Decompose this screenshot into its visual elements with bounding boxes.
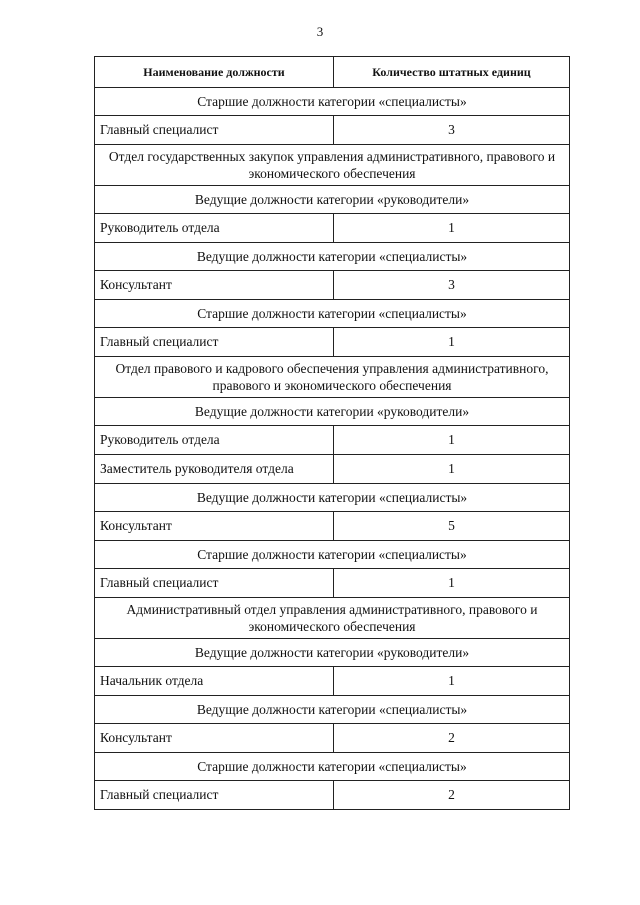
staff-count-cell: 1 bbox=[334, 569, 570, 598]
table-row bbox=[95, 243, 570, 271]
table-row bbox=[95, 116, 570, 145]
staff-table-body bbox=[95, 88, 570, 810]
position-name-cell: Консультант bbox=[95, 271, 334, 300]
table-row bbox=[95, 145, 570, 186]
table-row bbox=[95, 214, 570, 243]
table-row bbox=[95, 696, 570, 724]
category-heading: Ведущие должности категории «специалисты» bbox=[95, 243, 570, 271]
table-row bbox=[95, 598, 570, 639]
table-row bbox=[95, 484, 570, 512]
staff-count-cell: 5 bbox=[334, 512, 570, 541]
position-name-cell: Главный специалист bbox=[95, 328, 334, 357]
department-heading: Отдел правового и кадрового обеспечения управления административного, правового и экономического обеспечения bbox=[95, 357, 570, 398]
table-row bbox=[95, 426, 570, 455]
position-name-cell: Консультант bbox=[95, 724, 334, 753]
position-name-cell: Руководитель отдела bbox=[95, 214, 334, 243]
staff-table bbox=[94, 56, 570, 810]
table-row bbox=[95, 569, 570, 598]
category-heading: Ведущие должности категории «специалисты» bbox=[95, 696, 570, 724]
header-position-name: Наименование должности bbox=[95, 57, 334, 88]
category-heading: Ведущие должности категории «руководители» bbox=[95, 186, 570, 214]
position-name-cell: Консультант bbox=[95, 512, 334, 541]
position-name-cell: Начальник отдела bbox=[95, 667, 334, 696]
table-row bbox=[95, 724, 570, 753]
staff-count-cell: 1 bbox=[334, 455, 570, 484]
table-row bbox=[95, 357, 570, 398]
page-number: 3 bbox=[316, 24, 324, 39]
staff-count-cell: 1 bbox=[334, 214, 570, 243]
header-staff-count: Количество штатных единиц bbox=[334, 57, 570, 88]
position-name-cell: Руководитель отдела bbox=[95, 426, 334, 455]
position-name-cell: Главный специалист bbox=[95, 116, 334, 145]
table-row bbox=[95, 541, 570, 569]
category-heading: Ведущие должности категории «руководители» bbox=[95, 398, 570, 426]
table-row bbox=[95, 455, 570, 484]
category-heading: Старшие должности категории «специалисты» bbox=[95, 88, 570, 116]
position-name-cell: Заместитель руководителя отдела bbox=[95, 455, 334, 484]
table-row bbox=[95, 639, 570, 667]
table-row bbox=[95, 667, 570, 696]
table-row bbox=[95, 88, 570, 116]
staff-count-cell: 2 bbox=[334, 781, 570, 810]
department-heading: Отдел государственных закупок управления административного, правового и экономического обеспечения bbox=[95, 145, 570, 186]
category-heading: Старшие должности категории «специалисты» bbox=[95, 753, 570, 781]
table-row bbox=[95, 512, 570, 541]
table-row bbox=[95, 753, 570, 781]
staff-count-cell: 2 bbox=[334, 724, 570, 753]
position-name-cell: Главный специалист bbox=[95, 569, 334, 598]
table-row bbox=[95, 781, 570, 810]
staff-count-cell: 3 bbox=[334, 271, 570, 300]
staff-count-cell: 3 bbox=[334, 116, 570, 145]
category-heading: Старшие должности категории «специалисты» bbox=[95, 541, 570, 569]
department-heading: Административный отдел управления административного, правового и экономического обеспечения bbox=[95, 598, 570, 639]
staff-count-cell: 1 bbox=[334, 328, 570, 357]
table-row bbox=[95, 300, 570, 328]
staff-count-cell: 1 bbox=[334, 667, 570, 696]
table-header-row bbox=[95, 57, 570, 88]
category-heading: Старшие должности категории «специалисты» bbox=[95, 300, 570, 328]
table-row bbox=[95, 271, 570, 300]
staff-count-cell: 1 bbox=[334, 426, 570, 455]
position-name-cell: Главный специалист bbox=[95, 781, 334, 810]
category-heading: Ведущие должности категории «руководители» bbox=[95, 639, 570, 667]
table-row bbox=[95, 328, 570, 357]
category-heading: Ведущие должности категории «специалисты» bbox=[95, 484, 570, 512]
table-row bbox=[95, 186, 570, 214]
table-row bbox=[95, 398, 570, 426]
